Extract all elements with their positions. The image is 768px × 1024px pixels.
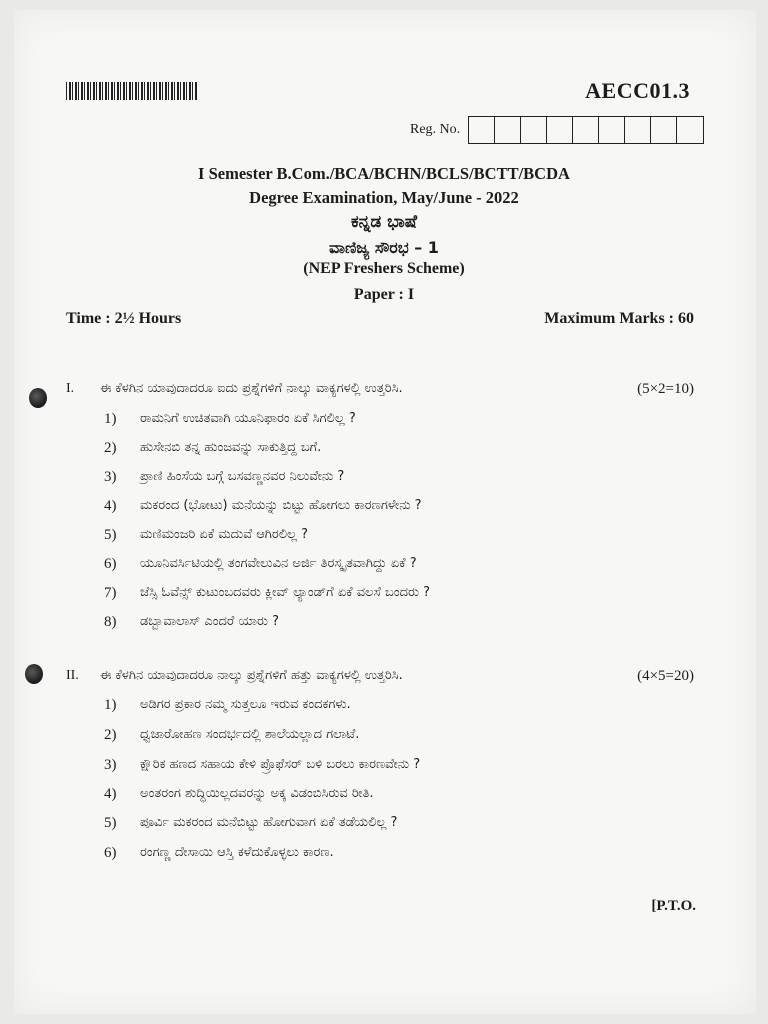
question-item — [104, 585, 430, 602]
exam-semester-title: I Semester B.Com./BCA/BCHN/BCLS/BCTT/BCDA — [198, 164, 570, 183]
question-text: ಪ್ರಾಣಿ ಹಿಂಸೆಯ ಬಗ್ಗೆ ಬಸವಣ್ಣನವರ ನಿಲುವೇನು ? — [140, 469, 345, 484]
paper-code: AECC01.3 — [585, 78, 690, 103]
reg-number-box — [573, 117, 599, 143]
question-number: 3) — [104, 757, 117, 773]
question-number: 2) — [104, 727, 117, 743]
reg-number-box — [625, 117, 651, 143]
question-number: 4) — [104, 498, 117, 514]
section-instruction: ಈ ಕೆಳಗಿನ ಯಾವುದಾದರೂ ಐದು ಪ್ರಶ್ನೆಗಳಿಗೆ ನಾಲ್ಕು ವಾಕ್ಯಗಳಲ್ಲಿ ಉತ್ತರಿಸಿ. — [100, 381, 403, 396]
question-text: ರಾಮನಿಗೆ ಉಚಿತವಾಗಿ ಯೂನಿಫಾರಂ ಏಕೆ ಸಿಗಲಿಲ್ಲ ? — [140, 411, 356, 426]
question-number: 1) — [104, 697, 117, 713]
exam-session-title: Degree Examination, May/June - 2022 — [249, 188, 519, 207]
question-item — [104, 614, 279, 631]
question-text: ಡಬ್ಬಾವಾಲಾಸ್ ಎಂದರೆ ಯಾರು ? — [140, 614, 280, 629]
question-number: 8) — [104, 614, 117, 630]
question-text: ರಂಗಣ್ಣ ದೇಸಾಯಿ ಆಸ್ತಿ ಕಳೆದುಕೊಳ್ಳಲು ಕಾರಣ. — [140, 845, 334, 860]
section-instruction: ಈ ಕೆಳಗಿನ ಯಾವುದಾದರೂ ನಾಲ್ಕು ಪ್ರಶ್ನೆಗಳಿಗೆ ಹತ್ತು ವಾಕ್ಯಗಳಲ್ಲಿ ಉತ್ತರಿಸಿ. — [100, 668, 403, 683]
question-item — [104, 786, 374, 803]
reg-number-field — [410, 116, 704, 144]
question-item — [104, 845, 334, 862]
question-item — [104, 498, 422, 515]
reg-number-box — [599, 117, 625, 143]
question-number: 4) — [104, 786, 117, 802]
section-2-header — [66, 668, 694, 685]
question-text: ಕ್ಷೌರಿಕ ಹಣದ ಸಹಾಯ ಕೇಳಿ ಪ್ರೊಫೆಸರ್ ಬಳಿ ಬರಲು ಕಾರಣವೇನು ? — [140, 757, 421, 772]
question-number: 5) — [104, 527, 117, 543]
question-text: ಯೂನಿವರ್ಸಿಟಿಯಲ್ಲಿ ತಂಗವೇಲುವಿನ ಅರ್ಜಿ ತಿರಸ್ಕೃತವಾಗಿದ್ದು ಏಕೆ ? — [140, 556, 417, 571]
section-marks: (5×2=10) — [637, 381, 694, 397]
reg-number-box — [677, 117, 703, 143]
section-number: I. — [66, 381, 75, 396]
question-item — [104, 815, 397, 832]
reg-number-box — [651, 117, 677, 143]
reg-number-box — [495, 117, 521, 143]
reg-number-box — [469, 117, 495, 143]
scheme-title: (NEP Freshers Scheme) — [303, 260, 465, 277]
question-text: ಹುಸೇನಬಿ ತನ್ನ ಹುಂಜವನ್ನು ಸಾಕುತ್ತಿದ್ದ ಬಗೆ. — [140, 440, 322, 455]
section-1-header — [66, 381, 694, 398]
question-text: ಧ್ವಜಾರೋಹಣ ಸಂದರ್ಭದಲ್ಲಿ ಶಾಲೆಯಲ್ಲಾದ ಗಲಾಟೆ. — [140, 727, 360, 742]
question-number: 5) — [104, 815, 117, 831]
question-text: ಜೆಸ್ಸಿ ಓವೆನ್ಸ್ ಕುಟುಂಬದವರು ಕ್ಲೀವ್ ಲ್ಯಾಂಡ್‌ಗೆ ಏಕೆ ವಲಸೆ ಬಂದರು ? — [140, 585, 431, 600]
maximum-marks: Maximum Marks : 60 — [544, 310, 694, 327]
question-number: 7) — [104, 585, 117, 601]
exam-time: Time : 2½ Hours — [66, 310, 182, 327]
question-item — [104, 469, 344, 486]
course-title: ವಾಣಿಜ್ಯ ಸೌರಭ – 1 — [329, 238, 439, 257]
question-item — [104, 527, 308, 544]
question-item — [104, 697, 351, 714]
reg-number-box — [547, 117, 573, 143]
question-number: 1) — [104, 411, 117, 427]
punch-hole — [29, 388, 47, 408]
subject-title: ಕನ್ನಡ ಭಾಷೆ — [351, 212, 417, 232]
reg-number-box — [521, 117, 547, 143]
barcode — [66, 82, 198, 100]
question-text: ಮಕರಂದ (ಭೋಟು) ಮನೆಯನ್ನು ಬಿಟ್ಟು ಹೋಗಲು ಕಾರಣಗಳೇನು ? — [140, 498, 422, 513]
section-number: II. — [66, 668, 79, 683]
question-item — [104, 727, 359, 744]
question-number: 6) — [104, 845, 117, 861]
question-text: ಮಣಿಮಂಜರಿ ಏಕೆ ಮದುವೆ ಆಗಿರಲಿಲ್ಲ ? — [140, 527, 309, 542]
question-text: ಅಂತರಂಗ ಶುದ್ಧಿಯಿಲ್ಲದವರನ್ನು ಅಕ್ಕ ವಿಡಂಬಿಸಿರುವ ರೀತಿ. — [140, 786, 374, 801]
question-number: 6) — [104, 556, 117, 572]
reg-number-label: Reg. No. — [410, 122, 461, 137]
question-item — [104, 440, 321, 457]
punch-hole — [25, 664, 43, 684]
paper-number: Paper : I — [353, 286, 415, 303]
reg-number-boxes — [468, 116, 704, 144]
question-number: 2) — [104, 440, 117, 456]
question-item — [104, 556, 417, 573]
question-number: 3) — [104, 469, 117, 485]
section-marks: (4×5=20) — [637, 668, 694, 684]
question-text: ಅಡಿಗರ ಪ್ರಕಾರ ನಮ್ಮ ಸುತ್ತಲೂ ಇರುವ ಕಂದಕಗಳು. — [140, 697, 351, 712]
question-item — [104, 757, 420, 774]
question-text: ಪೂರ್ವಿ ಮಕರಂದ ಮನೆಬಿಟ್ಟು ಹೋಗುವಾಗ ಏಕೆ ತಡೆಯಲಿಲ್ಲ ? — [140, 815, 398, 830]
question-item — [104, 411, 356, 428]
pto-note: [P.T.O. — [651, 898, 696, 914]
